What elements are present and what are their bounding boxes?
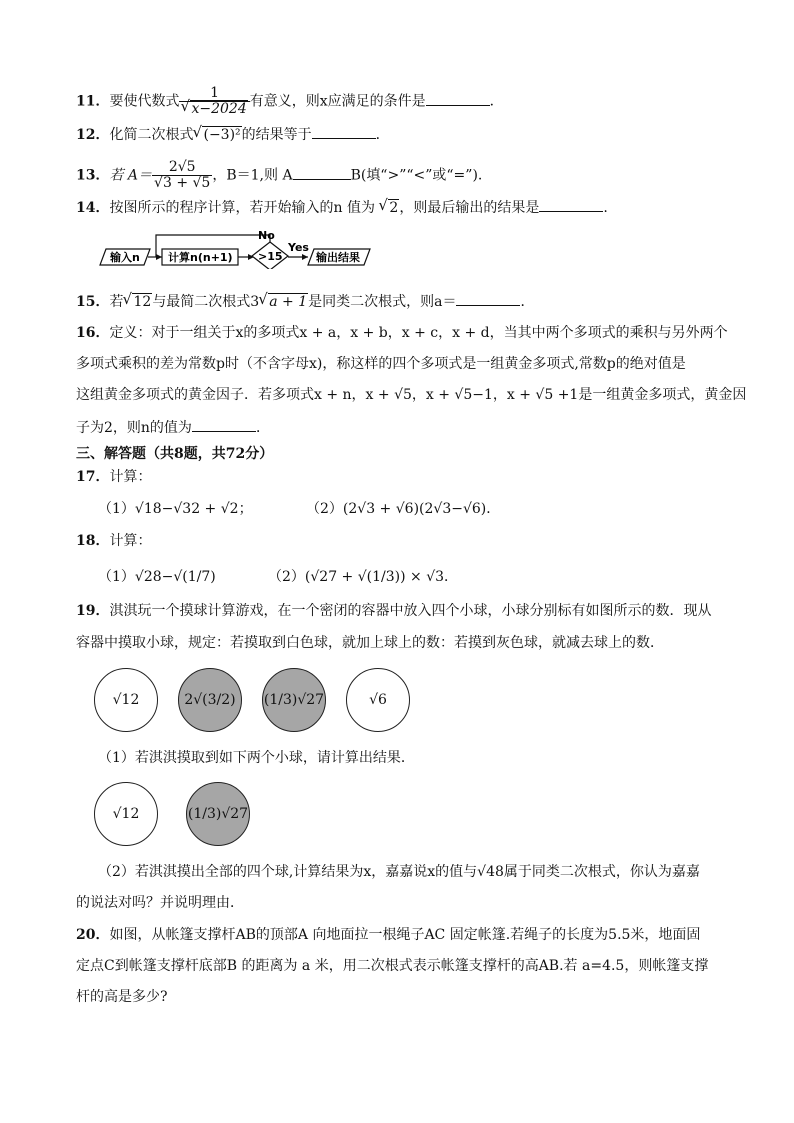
fraction: $\frac{2√5}{√3 + √5}$ bbox=[154, 159, 211, 191]
flow-arrowhead bbox=[156, 254, 162, 260]
flow-input-label: 输入n bbox=[110, 251, 140, 264]
question-number: 11． bbox=[76, 93, 110, 110]
question-number: 19． bbox=[76, 603, 110, 619]
ball-white: √12 bbox=[94, 782, 158, 846]
question-16-line-4: 子为2，则n的值为 ． bbox=[76, 417, 270, 437]
question-19-sub-2b: 的说法对吗？并说明理由． bbox=[76, 895, 244, 911]
question-17-part-1: （1）√18−√32 + √2； bbox=[98, 501, 253, 517]
question-18-part-1: （1）√28−√(1/7) bbox=[98, 569, 216, 585]
flow-no-label: No bbox=[258, 229, 275, 242]
question-16-line-2: 多项式乘积的差为常数p时（不含字母x)，称这样的四个多项式是一组黄金多项式,常数p的绝对值是 bbox=[76, 356, 686, 372]
question-19-sub-2a: （2）若淇淇摸出全部的四个球,计算结果为x，嘉嘉说x的值与√48属于同类二次根式，你认为嘉嘉 bbox=[98, 864, 700, 880]
flow-arrowhead bbox=[302, 254, 308, 260]
ball-white: √12 bbox=[94, 668, 158, 732]
flow-yes-label: Yes bbox=[288, 241, 309, 254]
question-11: 11．要使代数式 1 √ x−2024 有意义，则x应满足的条件是 ． bbox=[76, 86, 504, 117]
fraction: 1 √ x−2024 bbox=[179, 86, 249, 117]
ball-white: √6 bbox=[346, 668, 410, 732]
section-heading: 三、解答题（共8题，共72分） bbox=[76, 446, 274, 462]
question-number: 13． bbox=[76, 167, 110, 184]
question-number: 20． bbox=[76, 927, 110, 943]
question-number: 17． bbox=[76, 469, 110, 485]
answer-blank[interactable] bbox=[456, 291, 520, 306]
flow-output-label: 输出结果 bbox=[316, 251, 360, 264]
answer-blank[interactable] bbox=[312, 124, 376, 139]
flow-compute-label: 计算n(n+1) bbox=[168, 251, 233, 264]
program-flowchart bbox=[98, 229, 378, 269]
question-18: 18．计算： bbox=[76, 533, 152, 549]
question-19-line-2: 容器中摸取小球，规定：若摸取到白色球，就加上球上的数：若摸到灰色球，就减去球上的数． bbox=[76, 635, 664, 651]
flow-condition-label: >15 bbox=[258, 250, 283, 263]
answer-blank[interactable] bbox=[293, 165, 351, 180]
question-16-line-3: 这组黄金多项式的黄金因子．若多项式x + n，x + √5，x + √5−1，x + √5 +1是一组黄金多项式，黄金因 bbox=[76, 387, 747, 403]
question-number: 16． bbox=[76, 325, 110, 341]
ball-grey: (1/3)√27 bbox=[262, 668, 326, 732]
question-17: 17．计算： bbox=[76, 469, 152, 485]
question-20-line-1: 20．如图，从帐篷支撑杆AB的顶部A 向地面拉一根绳子AC 固定帐篷.若绳子的长度为5.5米，地面固 bbox=[76, 927, 701, 943]
question-number: 14． bbox=[76, 200, 110, 216]
question-18-part-2: （2）(√27 + √(1/3)) × √3． bbox=[268, 569, 459, 585]
answer-blank[interactable] bbox=[192, 417, 256, 432]
question-20-line-2: 定点C到帐篷支撑杆底部B 的距离为 a 米，用二次根式表示帐篷支撑杆的高AB.若 a=4.5，则帐篷支撑 bbox=[76, 958, 709, 974]
question-20-line-3: 杆的高是多少? bbox=[76, 989, 168, 1005]
question-14: 14．按图所示的程序计算，若开始输入的n 值为 √ 2，则最后输出的结果是 . bbox=[76, 197, 608, 217]
ball-grey: (1/3)√27 bbox=[186, 782, 250, 846]
answer-blank[interactable] bbox=[539, 197, 603, 212]
question-19-sub-1: （1）若淇淇摸取到如下两个小球，请计算出结果． bbox=[98, 750, 415, 766]
question-number: 15． bbox=[76, 294, 110, 310]
question-15: 15．若√ 12与最简二次根式3√ a + 1是同类二次根式，则a＝ ． bbox=[76, 291, 534, 311]
question-12: 12．化简二次根式√ (−3)²的结果等于 ． bbox=[76, 124, 390, 144]
answer-blank[interactable] bbox=[426, 91, 490, 106]
question-17-part-2: （2）(2√3 + √6)(2√3−√6)． bbox=[306, 501, 501, 517]
question-number: 18． bbox=[76, 533, 110, 549]
question-16-line-1: 16．定义：对于一组关于x的多项式x + a，x + b，x + c，x + d，当其中两个多项式的乘积与另外两个 bbox=[76, 325, 728, 341]
question-19-line-1: 19．淇淇玩一个摸球计算游戏，在一个密闭的容器中放入四个小球，小球分别标有如图所示的数．现从 bbox=[76, 603, 712, 619]
question-13: 13．若 A＝ $\frac{2√5}{√3 + √5}$ ，B＝1,则 A B(填“>”“<”或“=”). bbox=[76, 159, 483, 191]
ball-grey: 2√(3/2) bbox=[178, 668, 242, 732]
question-number: 12． bbox=[76, 127, 110, 143]
